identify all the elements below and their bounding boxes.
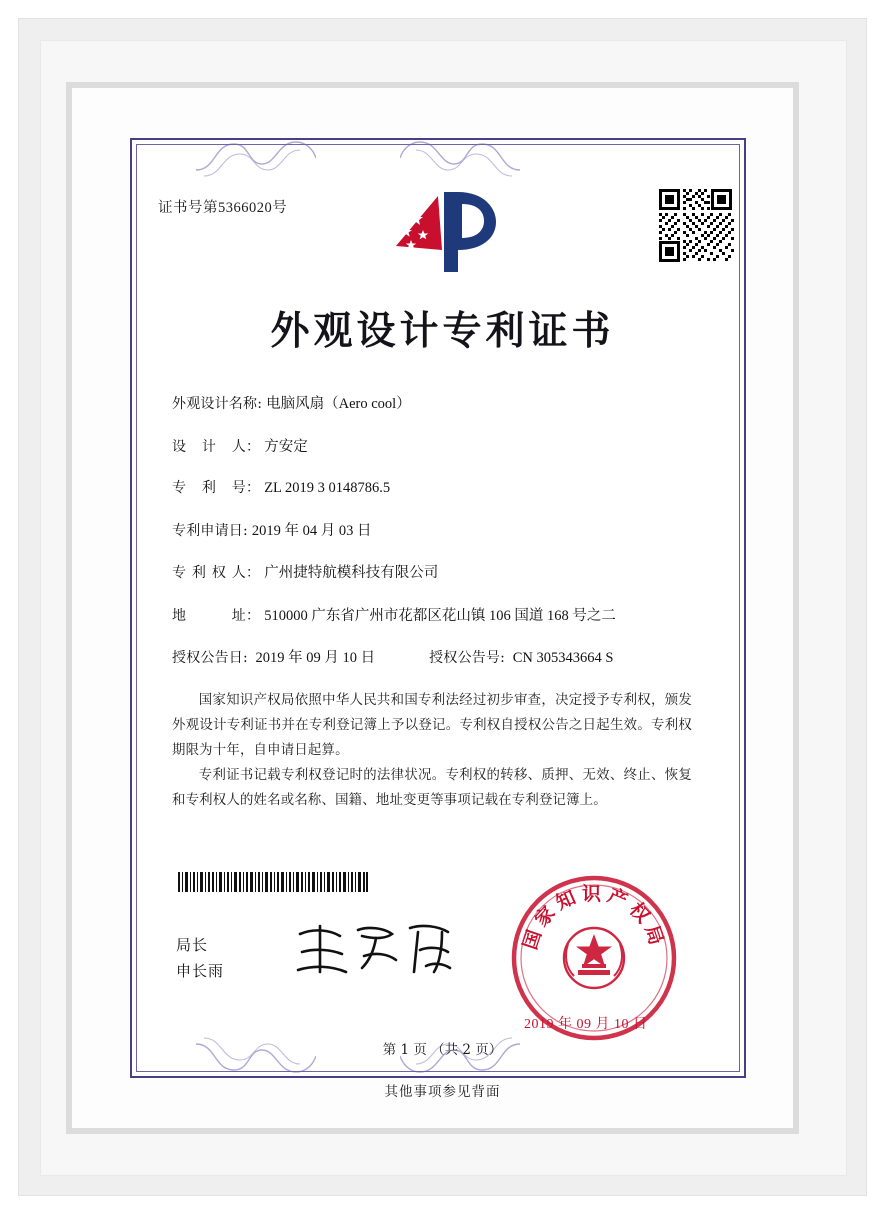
svg-text:国家知识产权局: 国家知识产权局 [519, 882, 669, 953]
director-label: 局长 [176, 936, 209, 954]
director-name: 申长雨 [176, 962, 225, 980]
cnipa-logo-icon [392, 184, 502, 280]
certificate-number: 证书号第5366020号 [158, 200, 288, 216]
field-label: 专利号 [172, 480, 246, 496]
field-value: CN 305343664 S [512, 650, 614, 666]
field-label: 授权公告号: [429, 650, 506, 666]
field-label: 外观设计名称: [172, 396, 263, 412]
field-value: ZL 2019 3 0148786.5 [264, 480, 391, 496]
field-label: 地址 [172, 607, 246, 624]
field-value: 方安定 [264, 438, 308, 455]
field-application-date [172, 519, 692, 540]
legal-paragraph-1: 国家知识产权局依照中华人民共和国专利法经过初步审查，决定授予专利权，颁发外观设计专利证书并在专利登记簿上予以登记。专利权自授权公告之日起生效。专利权期限为十年，自申请日起算。 [172, 693, 692, 758]
field-patentee [172, 561, 692, 582]
handwritten-signature [292, 918, 462, 984]
page-title: 外观设计专利证书 [270, 308, 615, 354]
field-value: 广州捷特航模科技有限公司 [264, 565, 439, 581]
field-label-colon: ： [246, 565, 261, 581]
field-value: 电脑风扇（Aero cool） [266, 396, 411, 412]
legal-paragraph-2: 专利证书记载专利权登记时的法律状况。专利权的转移、质押、无效、终止、恢复和专利权人的姓名或名称、国籍、地址变更等事项记载在专利登记簿上。 [172, 768, 692, 808]
field-value: 2019 年 04 月 03 日 [251, 522, 372, 539]
field-label-colon: ： [246, 607, 261, 624]
field-label-colon: ： [246, 480, 261, 496]
field-grant-announcement [172, 646, 692, 667]
field-designer [172, 435, 692, 456]
field-value: 510000 广东省广州市花都区花山镇 106 国道 168 号之二 [264, 607, 616, 624]
backside-note: 其他事项参见背面 [384, 1084, 501, 1100]
field-design-name [172, 392, 692, 413]
grant-date-segment [172, 646, 375, 667]
qr-code [657, 187, 734, 264]
field-label: 授权公告日: [172, 650, 248, 666]
field-address [172, 604, 692, 625]
field-label: 专利权人 [172, 565, 246, 581]
barcode [178, 872, 368, 892]
field-list [172, 392, 692, 667]
field-label: 专利申请日: [172, 522, 248, 539]
page-number-footer: 第 1 页 （共 2 页） [382, 1042, 503, 1058]
field-value: 2019 年 09 月 10 日 [255, 650, 376, 666]
seal-date: 2019 年 09 月 10 日 [524, 1017, 648, 1032]
field-patent-number [172, 477, 692, 497]
field-label-colon: ： [246, 438, 261, 455]
grant-number-segment [429, 647, 613, 667]
director-signature-block [176, 932, 224, 984]
field-label: 设计人 [172, 438, 246, 455]
